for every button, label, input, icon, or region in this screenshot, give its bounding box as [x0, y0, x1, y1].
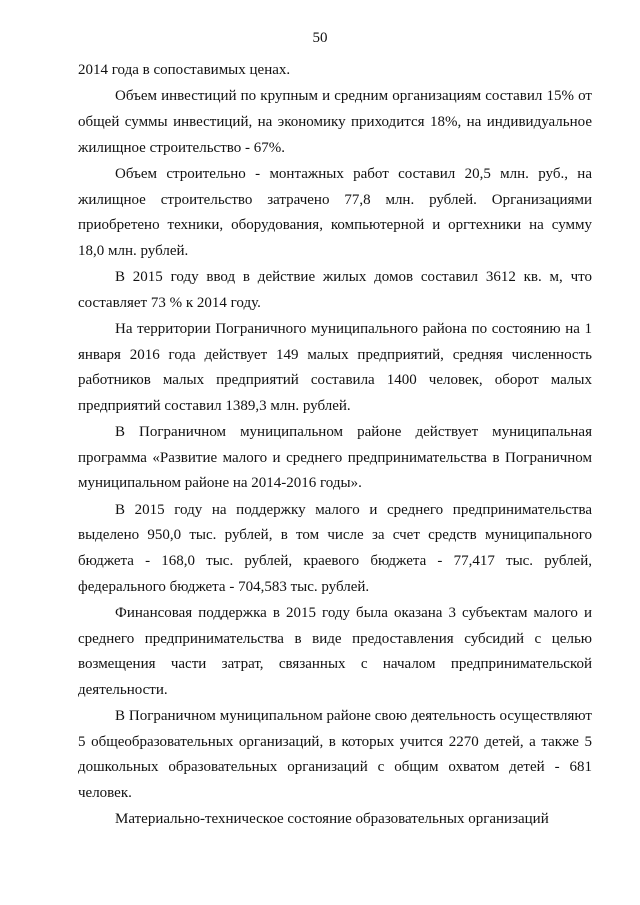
page-number: 50: [312, 30, 328, 46]
paragraph-financial-support: Финансовая поддержка в 2015 году была оказана 3 субъектам малого и среднего предпринимательства в виде предоставления субсидий с целью возмещения части затрат, связанных с началом предпринимательской деятельности.: [78, 605, 592, 698]
paragraph-educational-organizations: В Пограничном муниципальном районе свою деятельность осуществляют 5 общеобразовательных организаций, в которых учится 2270 детей, а также 5 дошкольных образовательных организаций с общим охватом детей - 681 человек.: [78, 708, 592, 801]
paragraph-municipal-program: В Пограничном муниципальном районе действует муниципальная программа «Развитие малого и среднего предпринимательства в Пограничном муниципальном районе на 2014-2016 годы».: [78, 424, 592, 492]
paragraph-investment-structure: Объем инвестиций по крупным и средним организациям составил 15% от общей суммы инвестиций, на экономику приходится 18%, на индивидуальное жилищное строительство - 67%.: [78, 88, 592, 156]
paragraph-business-support-funding: В 2015 году на поддержку малого и среднего предпринимательства выделено 950,0 тыс. рублей, в том числе за счет средств муниципального бюджета - 168,0 тыс. рублей, краевого бюджета - 77,417 тыс. рублей, федерального бюджета - 704,583 тыс. рублей.: [78, 501, 592, 595]
paragraph-continuation: 2014 года в сопоставимых ценах.: [78, 62, 291, 78]
paragraph-construction-works: Объем строительно - монтажных работ составил 20,5 млн. руб., на жилищное строительство затрачено 77,8 млн. рублей. Организациями приобретено техники, оборудования, компьютерной и оргтехники на сумму 18,0 млн. рублей.: [78, 165, 592, 259]
paragraph-small-enterprises: На территории Пограничного муниципального района по состоянию на 1 января 2016 года действует 149 малых предприятий, средняя численность работников малых предприятий составила 1400 человек, оборот малых предприятий составил 1389,3 млн. рублей.: [78, 321, 592, 414]
paragraph-housing-commissioning: В 2015 году ввод в действие жилых домов составил 3612 кв. м, что составляет 73 % к 2014 году.: [78, 269, 592, 311]
document-body: [78, 58, 592, 833]
paragraph-material-state: Материально-техническое состояние образовательных организаций: [115, 811, 549, 828]
